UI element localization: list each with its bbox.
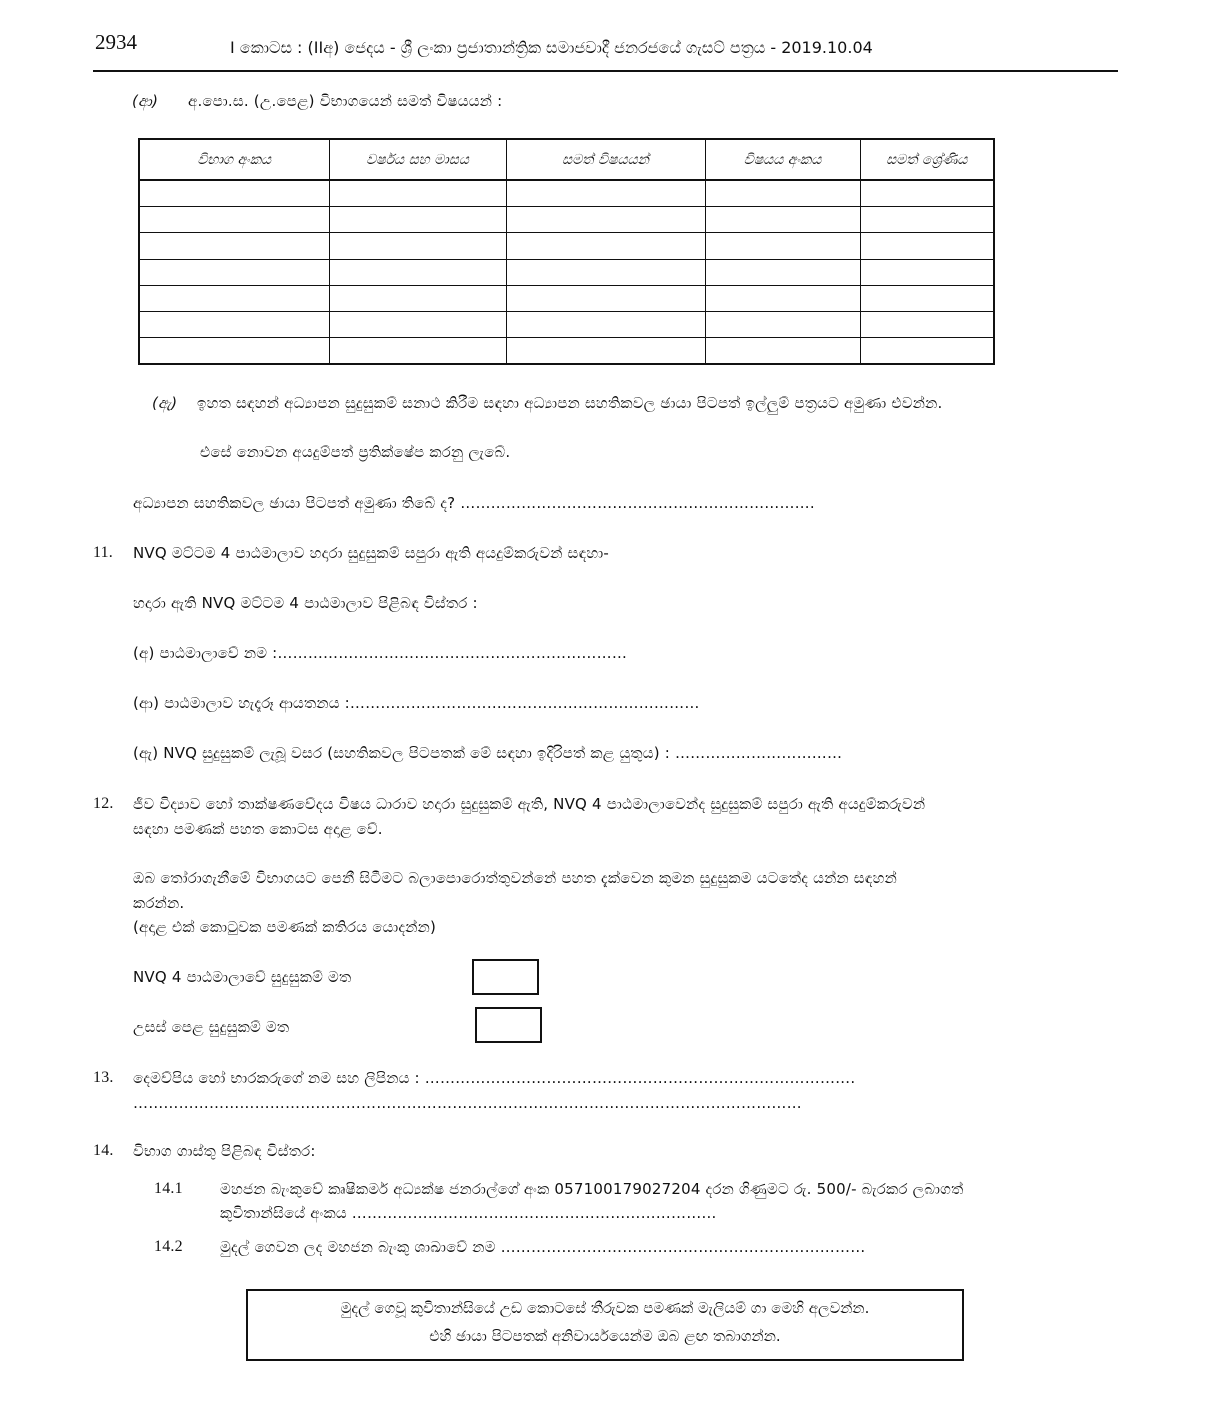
- table-cell[interactable]: [139, 311, 329, 337]
- table-cell[interactable]: [139, 337, 329, 364]
- column-header-passed-subjects: සමත් විෂයයන්: [506, 139, 705, 180]
- rejection-notice: එසේ නොවන අයදුම්පත් ප්‍රතික්ෂේප කරනු ලැබේ.: [200, 443, 511, 461]
- item-11-heading: NVQ මට්ටම 4 පාඨමාලාව හදාරා සුදුසුකම් සපුරා ඇති අයදුම්කරුවන් සඳහා-: [133, 544, 609, 562]
- item-13-number: 13.: [93, 1069, 114, 1086]
- table-cell[interactable]: [860, 207, 994, 233]
- table-row: [139, 311, 994, 337]
- item-14-number: 14.: [93, 1142, 114, 1159]
- table-row: [139, 233, 994, 259]
- section-aa-title: අ.පො.ස. (උ.පෙළ) විභාගයෙන් සමත් විෂයයන් :: [188, 92, 503, 110]
- table-row: [139, 337, 994, 364]
- table-cell[interactable]: [860, 180, 994, 207]
- table-cell[interactable]: [705, 180, 860, 207]
- table-cell[interactable]: [506, 311, 705, 337]
- table-cell[interactable]: [506, 180, 705, 207]
- table-cell[interactable]: [705, 337, 860, 364]
- option-higher-label: උසස් පෙළ සුදුසුකම් මත: [133, 1018, 290, 1036]
- item-14-1-number: 14.1: [154, 1180, 183, 1197]
- table-cell[interactable]: [705, 207, 860, 233]
- column-header-exam-number: විභාග අංකය: [139, 139, 329, 180]
- section-aa-marker: (ආ): [132, 92, 159, 110]
- table-cell[interactable]: [860, 259, 994, 285]
- table-cell[interactable]: [506, 207, 705, 233]
- item-11-number: 11.: [93, 544, 114, 561]
- table-cell[interactable]: [506, 285, 705, 311]
- table-cell[interactable]: [860, 337, 994, 364]
- item-11-details-heading: හදාරා ඇති NVQ මට්ටම 4 පාඨමාලාව පිළිබඳ විස්තර :: [133, 594, 478, 612]
- al-subjects-table: [138, 138, 995, 365]
- table-cell[interactable]: [139, 285, 329, 311]
- item-12-number: 12.: [93, 795, 114, 812]
- bank-branch-field[interactable]: මුදල් ගෙවන ලද මහජන බැංකු ශාඛාවේ නම ………………………………………………………………: [220, 1238, 866, 1256]
- course-name-field[interactable]: (අ) පාඨමාලාවේ නම :……………………………………………………………: [133, 644, 628, 662]
- table-cell[interactable]: [139, 233, 329, 259]
- table-row: [139, 285, 994, 311]
- table-cell[interactable]: [860, 285, 994, 311]
- guardian-name-address-field[interactable]: දෙමව්පිය හෝ භාරකරුගේ නම සහ ලිපිනය : ………………………………………………………………………….: [133, 1069, 856, 1087]
- section-ae-marker: (ඇ): [152, 394, 178, 412]
- table-cell[interactable]: [139, 180, 329, 207]
- column-header-subject-number: විෂයය අංකය: [705, 139, 860, 180]
- table-row: [139, 180, 994, 207]
- table-cell[interactable]: [329, 259, 506, 285]
- option-nvq-label: NVQ 4 පාඨමාලාවේ සුදුසුකම් මත: [133, 968, 352, 986]
- option-higher-checkbox[interactable]: [475, 1007, 542, 1043]
- table-cell[interactable]: [506, 233, 705, 259]
- guardian-address-continuation[interactable]: ……………………………………………………………………………………………………………………: [133, 1094, 802, 1112]
- table-row: [139, 207, 994, 233]
- column-header-grade: සමත් ශ්‍රේණිය: [860, 139, 994, 180]
- header-rule: [93, 70, 1118, 72]
- item-14-1-line-1: මහජන බැංකුවේ කෘෂිකර්ම අධ්‍යක්ෂ ජනරාල්ගේ අංක 057100179027204 දරන ගිණුමට රු. 500/- බැරකර ලබාගත්: [220, 1180, 964, 1198]
- table-cell[interactable]: [705, 311, 860, 337]
- receipt-paste-box: [246, 1289, 964, 1361]
- table-cell[interactable]: [329, 337, 506, 364]
- item-14-title: විභාග ගාස්තු පිළිබඳ විස්තර:: [133, 1142, 316, 1160]
- note-line-1: මුදල් ගෙවූ කුවිතාන්සියේ උඩ කොටසේ තීරුවක පමණක් මැලියම් ගා මෙහි අලවන්න.: [340, 1299, 870, 1317]
- table-cell[interactable]: [329, 285, 506, 311]
- table-cell[interactable]: [329, 311, 506, 337]
- receipt-number-field[interactable]: කුවිතාන්සියේ අංකය ………………………………………………………………: [220, 1204, 717, 1222]
- item-12-line-1: ජීව විද්‍යාව හෝ තාක්ෂණවේදය විෂය ධාරාව හදාරා සුදුසුකම් ඇති, NVQ 4 පාඨමාලාවෙන්ද සුදුසුකම් සපුරා ඇති අයදුම්කරුවන්: [133, 795, 926, 813]
- table-row: [139, 259, 994, 285]
- table-cell[interactable]: [506, 337, 705, 364]
- table-cell[interactable]: [139, 259, 329, 285]
- table-cell[interactable]: [705, 233, 860, 259]
- institute-field[interactable]: (ආ) පාඨමාලාව හැදෑරූ ආයතනය :……………………………………………………………: [133, 694, 700, 712]
- certificate-instruction: ඉහත සඳහන් අධ්‍යාපන සුදුසුකම් සනාථ කිරීම සඳහා අධ්‍යාපන සහතිකවල ඡායා පිටපත් ඉල්ලුම් පත්‍රයට අමුණා එවන්න.: [197, 394, 943, 412]
- note-line-2: එහි ඡායා පිටපතක් අනිවාර්යයෙන්ම ඔබ ළඟ තබාගන්න.: [429, 1327, 781, 1345]
- item-14-2-number: 14.2: [154, 1238, 183, 1255]
- gazette-header-title: I කොටස : (IIඅ) ජෙදය - ශ්‍රී ලංකා ප්‍රජාතාන්ත්‍රික සමාජවාදී ජනරජයේ ගැසට් පත්‍රය - 2019.10.04: [230, 38, 873, 57]
- table-cell[interactable]: [705, 259, 860, 285]
- nvq-year-field[interactable]: (ඇ) NVQ සුදුසුකම් ලැබූ වසර (සහතිකවල පිටපතක් මේ සඳහා ඉදිරිපත් කළ යුතුය) : ……………………………: [133, 744, 843, 762]
- item-12-line-4: කරන්න.: [133, 894, 185, 912]
- column-header-year-month: වර්ෂය සහ මාසය: [329, 139, 506, 180]
- item-12-line-2: සඳහා පමණක් පහත කොටස අදාළ වේ.: [133, 820, 383, 838]
- table-cell[interactable]: [139, 207, 329, 233]
- table-cell[interactable]: [329, 233, 506, 259]
- table-cell[interactable]: [860, 233, 994, 259]
- table-cell[interactable]: [329, 207, 506, 233]
- certificates-attached-question: අධ්‍යාපන සහතිකවල ඡායා පිටපත් අමුණා තිබේ ද? …………………………………………………………….: [133, 494, 815, 512]
- item-12-instruction: (අදාළ එක් කොටුවක පමණක් කතිරය යොදන්න): [133, 918, 437, 936]
- table-cell[interactable]: [860, 311, 994, 337]
- table-cell[interactable]: [329, 180, 506, 207]
- page-number: 2934: [95, 30, 137, 54]
- item-12-line-3: ඔබ තෝරාගැනීමේ විභාගයට පෙනී සිටීමට බලාපොරොත්තුවන්නේ පහත දැක්වෙන කුමන සුදුසුකම යටතේද යන්න සඳහන්: [133, 869, 898, 887]
- option-nvq-checkbox[interactable]: [472, 959, 539, 995]
- table-cell[interactable]: [705, 285, 860, 311]
- table-cell[interactable]: [506, 259, 705, 285]
- table-header-row: [139, 139, 994, 180]
